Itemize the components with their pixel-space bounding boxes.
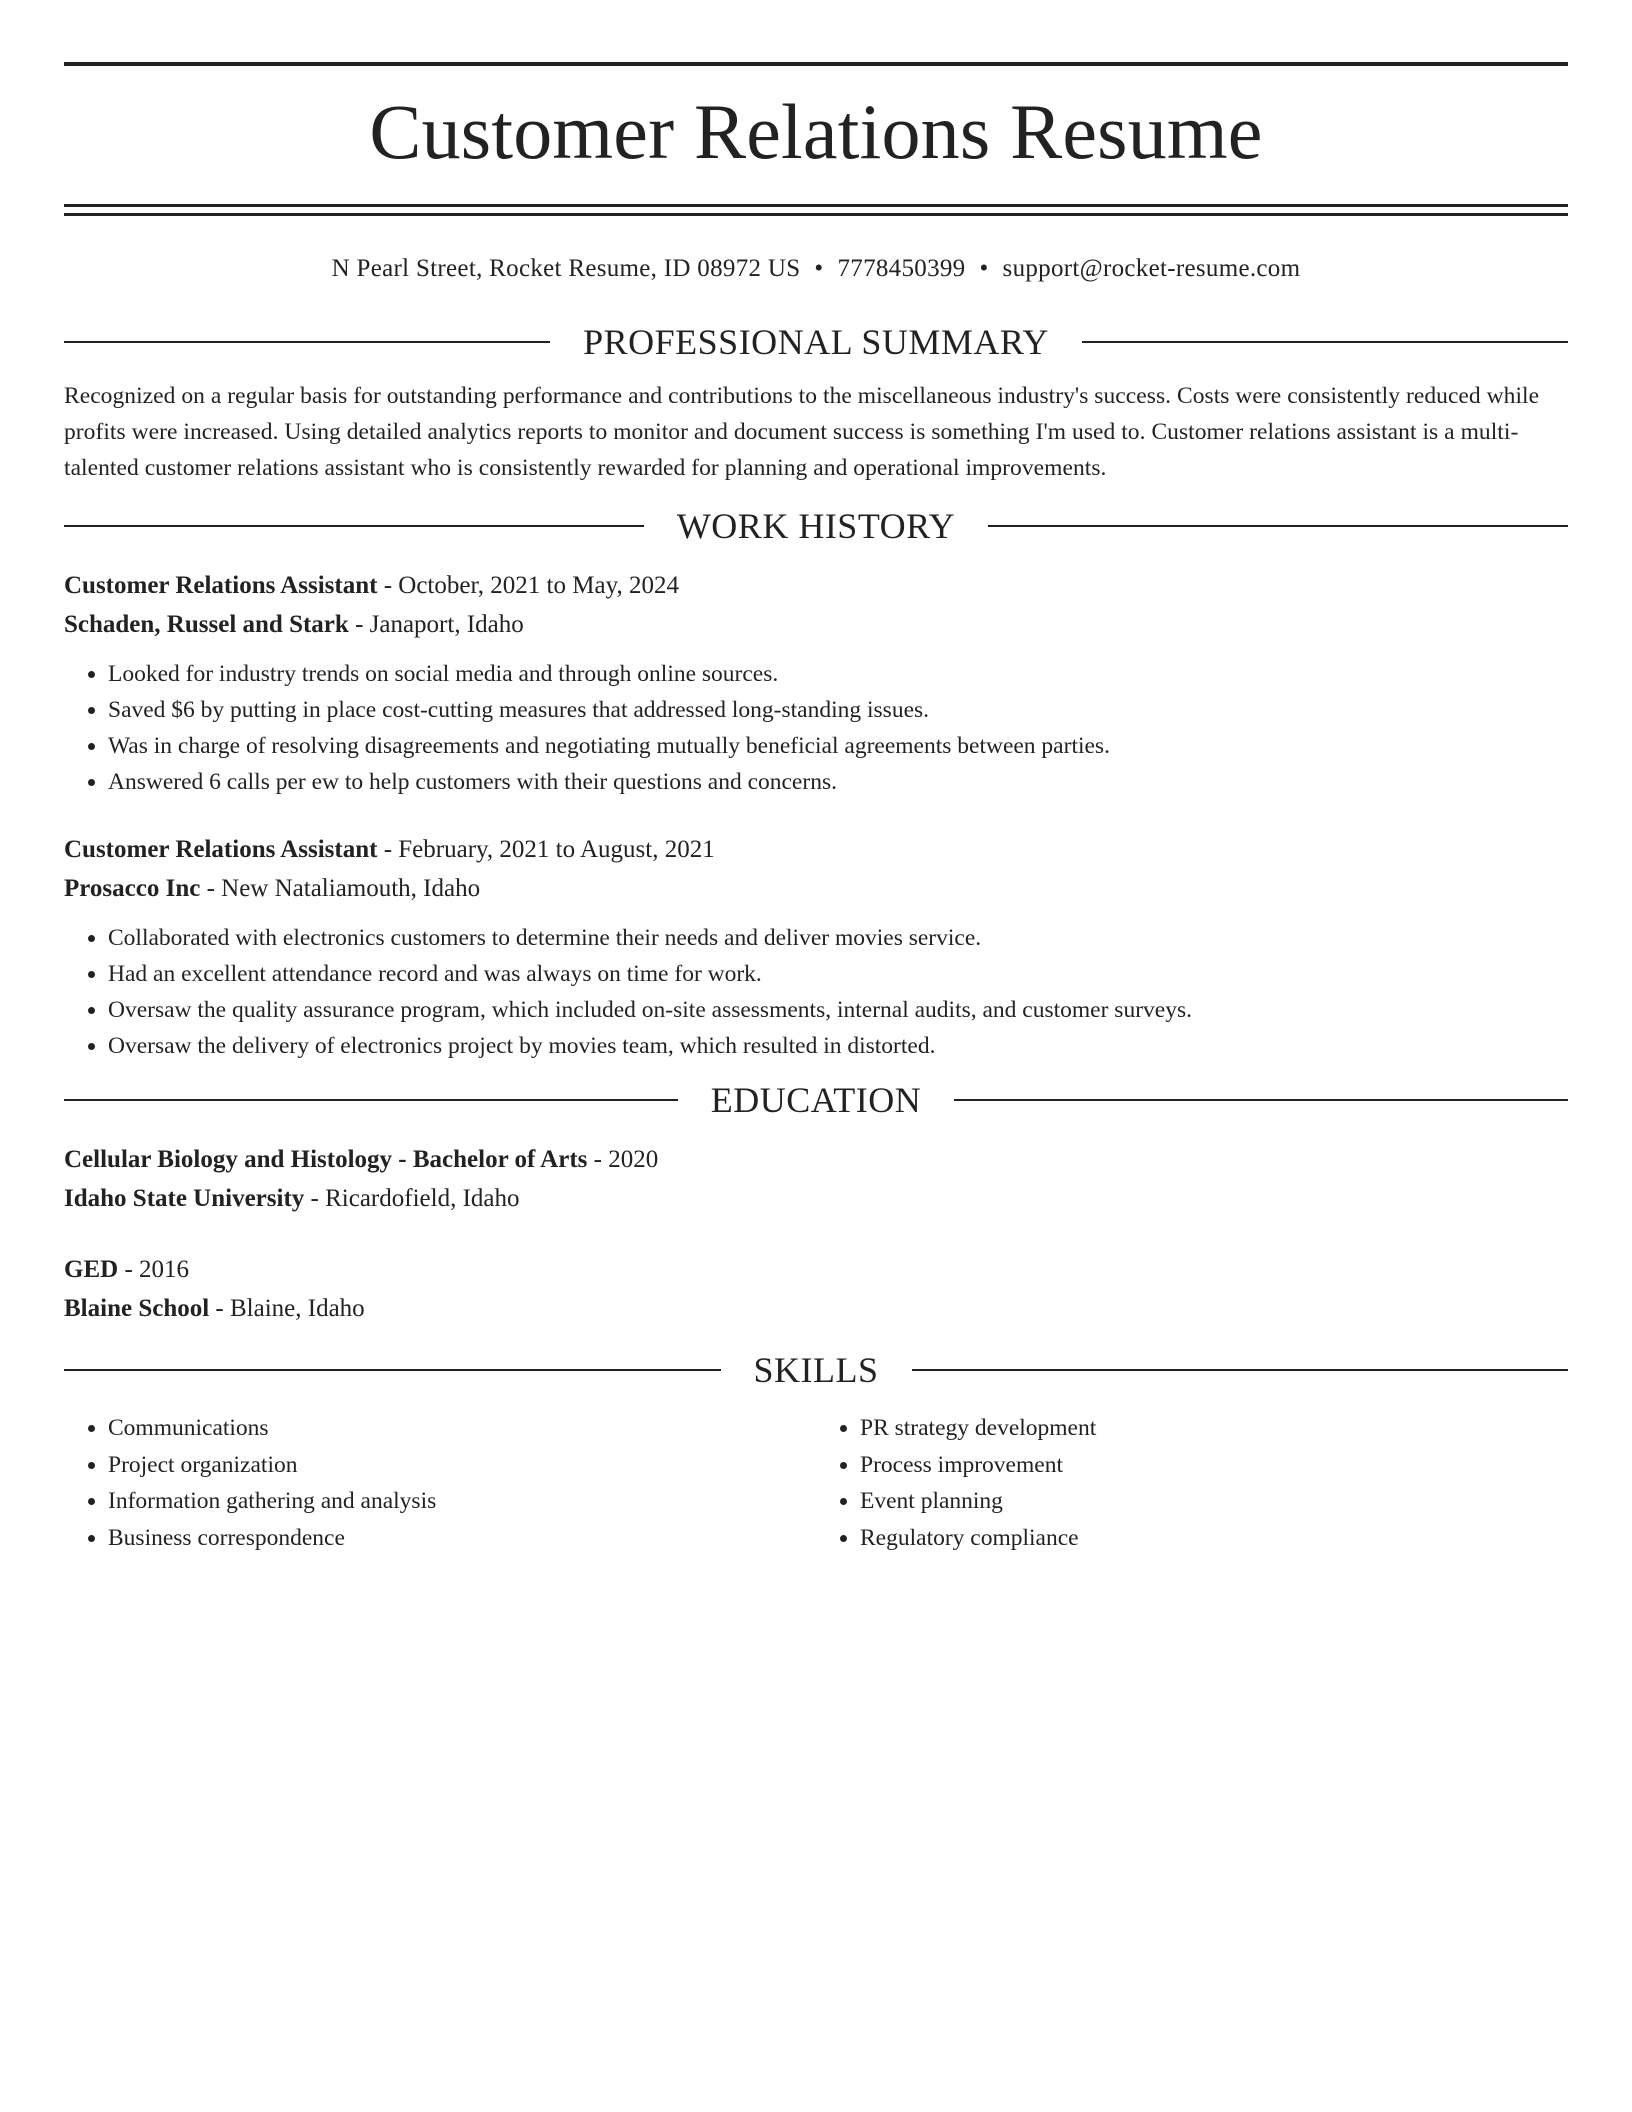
job-entry [64, 830, 1568, 1064]
list-item: • Was in charge of resolving disagreements and negotiating mutually beneficial agreements between parties. [108, 728, 1568, 764]
heading-rule [64, 341, 550, 343]
job-title-line [64, 566, 1568, 605]
heading-rule [64, 525, 644, 527]
heading-rule [64, 1099, 678, 1101]
skills-columns [64, 1410, 1568, 1556]
heading-rule [912, 1369, 1569, 1371]
contact-separator: • [979, 255, 989, 282]
list-item: • Oversaw the quality assurance program, which included on-site assessments, internal audits, and customer surveys. [108, 992, 1568, 1028]
skill-item: • Event planning [860, 1483, 1568, 1520]
school-location: - Blaine, Idaho [209, 1295, 365, 1322]
job-dates: - February, 2021 to August, 2021 [377, 836, 715, 863]
skill-item: • Process improvement [860, 1447, 1568, 1484]
section-heading-education [64, 1078, 1568, 1122]
heading-rule [64, 1369, 721, 1371]
list-item: • Oversaw the delivery of electronics project by movies team, which resulted in distorted. [108, 1028, 1568, 1064]
degree-year: - 2020 [587, 1146, 659, 1173]
resume-title: Customer Relations Resume [369, 88, 1263, 175]
skill-item: • Regulatory compliance [860, 1520, 1568, 1557]
school: Blaine School [64, 1295, 210, 1322]
education-entry [64, 1140, 1568, 1218]
skills-list-left [64, 1410, 816, 1556]
contact-address: N Pearl Street, Rocket Resume, ID 08972 US [331, 255, 801, 282]
section-heading-summary [64, 320, 1568, 364]
summary-text: Recognized on a regular basis for outstanding performance and contributions to the miscellaneous industry's success. Costs were consistently reduced while profits were increased. Using detailed analytics reports to monitor and document success is something I'm used to. Customer relations assistant is a multi-talented customer relations assistant who is consistently rewarded for planning and operational improvements. [64, 383, 1540, 481]
school-line [64, 1179, 1568, 1218]
job-location: - New Nataliamouth, Idaho [200, 875, 481, 902]
job-title-line [64, 830, 1568, 869]
heading-rule [988, 525, 1568, 527]
degree-line [64, 1140, 1568, 1179]
job-title: Customer Relations Assistant [64, 836, 378, 863]
section-title: SKILLS [753, 1350, 879, 1390]
skill-item: • Information gathering and analysis [108, 1483, 816, 1520]
job-company-line [64, 869, 1568, 908]
top-rule [64, 62, 1568, 66]
job-entry [64, 566, 1568, 800]
skill-item: • Project organization [108, 1447, 816, 1484]
degree-line [64, 1250, 1568, 1289]
section-title: EDUCATION [710, 1080, 922, 1120]
heading-rule [1082, 341, 1568, 343]
job-bullets [64, 920, 1568, 1064]
list-item: • Saved $6 by putting in place cost-cutting measures that addressed long-standing issues. [108, 692, 1568, 728]
school-location: - Ricardofield, Idaho [304, 1185, 520, 1212]
list-item: • Looked for industry trends on social media and through online sources. [108, 656, 1568, 692]
school-line [64, 1289, 1568, 1328]
job-location: - Janaport, Idaho [348, 611, 524, 638]
job-company-line [64, 605, 1568, 644]
job-company: Schaden, Russel and Stark [64, 611, 349, 638]
contact-line [64, 252, 1568, 286]
list-item: • Collaborated with electronics customers to determine their needs and deliver movies service. [108, 920, 1568, 956]
degree-year: - 2016 [118, 1256, 190, 1283]
heading-rule [954, 1099, 1568, 1101]
section-title: PROFESSIONAL SUMMARY [583, 322, 1049, 362]
skill-item: • Communications [108, 1410, 816, 1447]
education-entry [64, 1250, 1568, 1328]
school: Idaho State University [64, 1185, 305, 1212]
section-title: WORK HISTORY [676, 506, 956, 546]
skill-item: • PR strategy development [860, 1410, 1568, 1447]
skill-item: • Business correspondence [108, 1520, 816, 1557]
job-dates: - October, 2021 to May, 2024 [377, 572, 679, 599]
contact-separator: • [814, 255, 824, 282]
list-item: • Answered 6 calls per ew to help customers with their questions and concerns. [108, 764, 1568, 800]
job-company: Prosacco Inc [64, 875, 201, 902]
contact-email: support@rocket-resume.com [1002, 255, 1301, 282]
job-title: Customer Relations Assistant [64, 572, 378, 599]
title-double-rule [64, 204, 1568, 216]
skills-list-right [816, 1410, 1568, 1556]
list-item: • Had an excellent attendance record and was always on time for work. [108, 956, 1568, 992]
job-bullets [64, 656, 1568, 800]
degree: GED [64, 1256, 119, 1283]
section-heading-work [64, 504, 1568, 548]
section-heading-skills [64, 1348, 1568, 1392]
contact-phone: 7778450399 [837, 255, 966, 282]
degree: Cellular Biology and Histology - Bachelor of Arts [64, 1146, 588, 1173]
